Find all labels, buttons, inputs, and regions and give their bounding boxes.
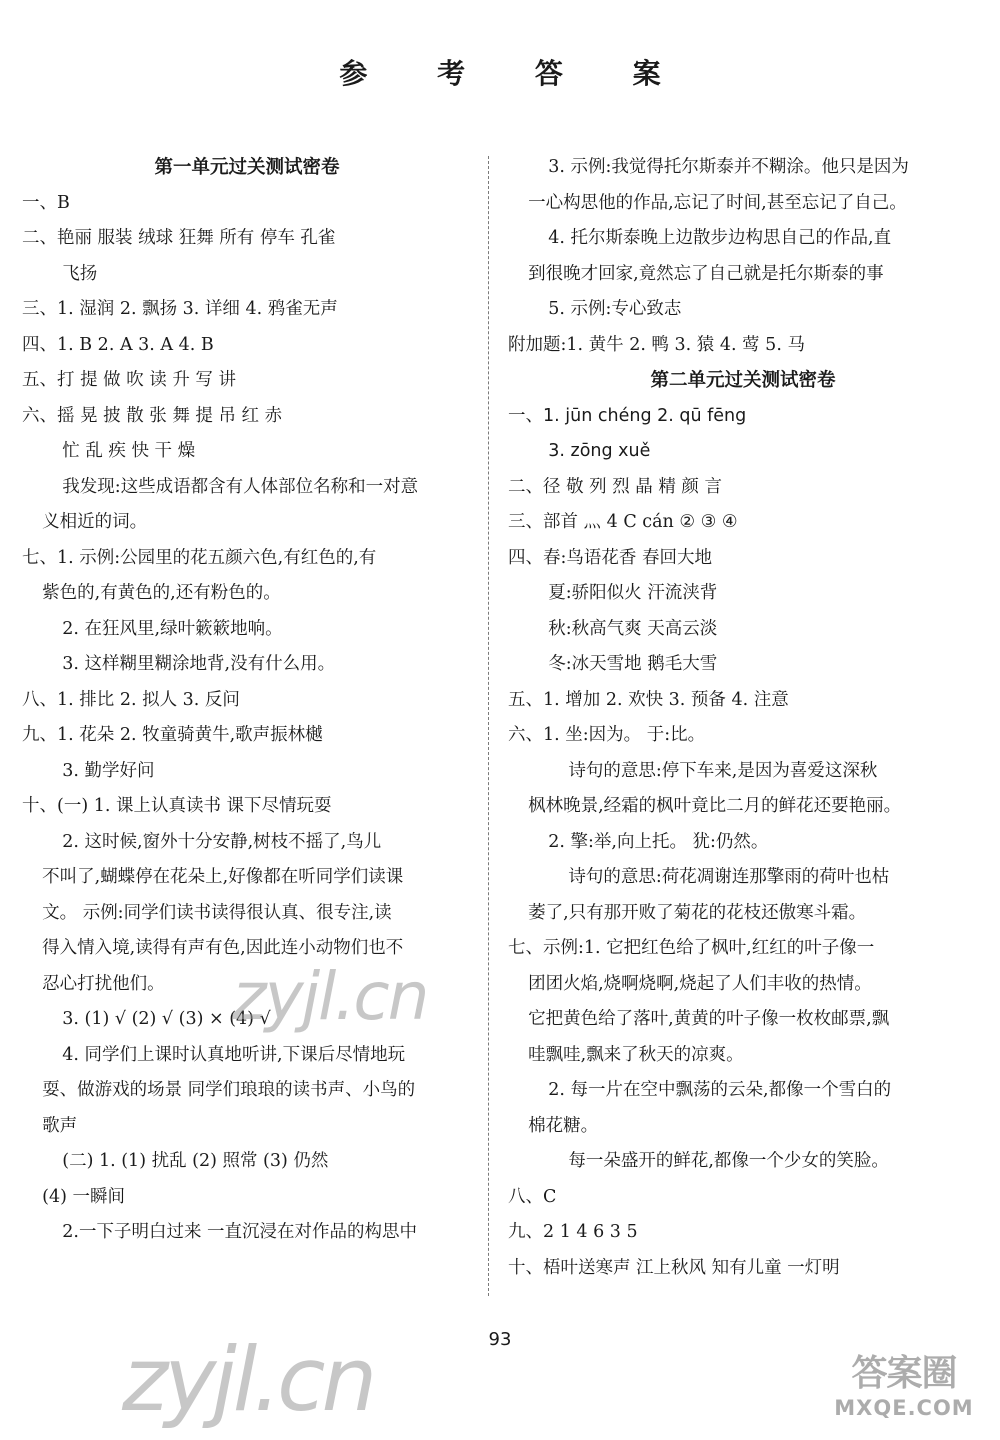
answer-line: 六、摇 晃 披 散 张 舞 提 吊 红 赤 bbox=[22, 405, 283, 426]
answer-line: 4. 托尔斯泰晚上边散步边构思自己的作品,直 bbox=[548, 228, 892, 248]
answer-line: 忙 乱 疾 快 干 燥 bbox=[62, 441, 196, 461]
page-title: 参 考 答 案 bbox=[339, 57, 691, 90]
section-heading: 第二单元过关测试密卷 bbox=[650, 370, 836, 391]
answer-line: 一、1. jūn chéng 2. qū fēng bbox=[508, 405, 747, 426]
left-answer-column bbox=[22, 150, 472, 1251]
answer-line: 团团火焰,烧啊烧啊,烧起了人们丰收的热情。 bbox=[528, 973, 872, 994]
answer-line: 2. 擎:举,向上托。 犹:仍然。 bbox=[548, 831, 769, 852]
answer-line: 2. 这时候,窗外十分安静,树枝不摇了,鸟儿 bbox=[62, 831, 382, 852]
answer-line: 耍、做游戏的场景 同学们琅琅的读书声、小鸟的 bbox=[42, 1080, 416, 1100]
answer-line: 紫色的,有黄色的,还有粉色的。 bbox=[42, 583, 281, 603]
answer-line: (4) 一瞬间 bbox=[42, 1186, 125, 1207]
answer-line: 五、1. 增加 2. 欢快 3. 预备 4. 注意 bbox=[508, 689, 789, 710]
answer-line: 3. (1) √ (2) √ (3) × (4) √ bbox=[62, 1009, 271, 1029]
answer-line: 它把黄色给了落叶,黄黄的叶子像一枚枚邮票,飘 bbox=[528, 1009, 890, 1029]
page-number: 93 bbox=[488, 1329, 512, 1350]
answer-line: 五、打 提 做 吹 读 升 写 讲 bbox=[22, 370, 236, 390]
answer-line: 2. 在狂风里,绿叶簌簌地响。 bbox=[62, 618, 283, 639]
answer-line: 二、径 敬 列 烈 晶 精 颜 言 bbox=[508, 476, 722, 497]
answer-line: 棉花糖。 bbox=[528, 1115, 599, 1136]
answer-line: 八、1. 排比 2. 拟人 3. 反问 bbox=[22, 689, 240, 710]
answer-line: 一、B bbox=[22, 192, 70, 213]
answer-line: 六、1. 坐:因为。 于:比。 bbox=[508, 725, 706, 745]
answer-line: 十、(一) 1. 课上认真读书 课下尽情玩耍 bbox=[22, 796, 332, 816]
watermark-bottom: zyjl.cn bbox=[122, 1328, 374, 1431]
answer-line: 文。 示例:同学们读书读得很认真、很专注,读 bbox=[42, 902, 392, 923]
answer-line: 诗句的意思:荷花凋谢连那擎雨的荷叶也枯 bbox=[568, 867, 890, 887]
answer-line: 十、梧叶送寒声 江上秋风 知有儿童 一灯明 bbox=[508, 1257, 840, 1278]
answer-line: 萎了,只有那开败了菊花的花枝还傲寒斗霜。 bbox=[528, 902, 867, 923]
answer-line: 得入情入境,读得有声有色,因此连小动物们也不 bbox=[42, 938, 404, 958]
answer-line: 七、1. 示例:公园里的花五颜六色,有红色的,有 bbox=[22, 547, 377, 568]
answer-line: 每一朵盛开的鲜花,都像一个少女的笑脸。 bbox=[568, 1151, 889, 1171]
answer-line: 2.一下子明白过来 一直沉浸在对作品的构思中 bbox=[62, 1222, 418, 1242]
answer-line: 四、1. B 2. A 3. A 4. B bbox=[22, 334, 214, 355]
answer-line: 八、C bbox=[508, 1186, 557, 1207]
answer-line: 2. 每一片在空中飘荡的云朵,都像一个雪白的 bbox=[548, 1080, 892, 1100]
answer-line: 5. 示例:专心致志 bbox=[548, 299, 682, 319]
answer-line: 九、1. 花朵 2. 牧童骑黄牛,歌声振林樾 bbox=[22, 725, 323, 745]
answer-line: 义相近的词。 bbox=[42, 512, 148, 532]
answer-line: 歌声 bbox=[42, 1115, 78, 1136]
answer-line: 哇飘哇,飘来了秋天的凉爽。 bbox=[528, 1044, 744, 1065]
answer-line: 诗句的意思:停下车来,是因为喜爱这深秋 bbox=[568, 760, 878, 781]
answer-line: 四、春:鸟语花香 春回大地 bbox=[508, 547, 712, 568]
answer-line: 秋:秋高气爽 天高云淡 bbox=[548, 618, 718, 639]
answer-line: 忍心打扰他们。 bbox=[42, 973, 165, 994]
answer-line: (二) 1. (1) 扰乱 (2) 照常 (3) 仍然 bbox=[62, 1151, 329, 1171]
answer-line: 飞扬 bbox=[62, 263, 98, 284]
answer-line: 冬:冰天雪地 鹅毛大雪 bbox=[548, 654, 718, 674]
answer-line: 三、部首 灬 4 C cán ② ③ ④ bbox=[508, 512, 738, 532]
answer-line: 3. 勤学好问 bbox=[62, 760, 155, 781]
answer-line: 3. 示例:我觉得托尔斯泰并不糊涂。他只是因为 bbox=[548, 157, 909, 177]
answer-line: 我发现:这些成语都含有人体部位名称和一对意 bbox=[62, 476, 419, 497]
answer-line: 到很晚才回家,竟然忘了自己就是托尔斯泰的事 bbox=[528, 263, 884, 284]
column-divider bbox=[488, 156, 489, 1296]
answer-line: 二、艳丽 服装 绒球 狂舞 所有 停车 孔雀 bbox=[22, 228, 336, 248]
answer-line: 九、2 1 4 6 3 5 bbox=[508, 1222, 638, 1242]
answer-line: 不叫了,蝴蝶停在花朵上,好像都在听同学们读课 bbox=[42, 867, 404, 887]
section-heading: 第一单元过关测试密卷 bbox=[154, 157, 340, 178]
logo-text: 答案圈 bbox=[851, 1353, 957, 1394]
logo-domain: MXQE.COM bbox=[834, 1396, 974, 1420]
answer-line: 3. zōng xuě bbox=[548, 441, 651, 461]
answer-line: 附加题:1. 黄牛 2. 鸭 3. 猿 4. 莺 5. 马 bbox=[508, 334, 805, 355]
right-answer-column bbox=[508, 150, 978, 1286]
answer-line: 4. 同学们上课时认真地听讲,下课后尽情地玩 bbox=[62, 1044, 406, 1065]
watermark-mid: zyjl.cn bbox=[232, 958, 428, 1035]
answer-line: 一心构思他的作品,忘记了时间,甚至忘记了自己。 bbox=[528, 192, 907, 213]
answer-line: 七、示例:1. 它把红色给了枫叶,红红的叶子像一 bbox=[508, 938, 875, 958]
answer-line: 枫林晚景,经霜的枫叶竟比二月的鲜花还要艳丽。 bbox=[528, 796, 902, 816]
answer-line: 夏:骄阳似火 汗流浃背 bbox=[548, 583, 718, 603]
answer-line: 三、1. 湿润 2. 飘扬 3. 详细 4. 鸦雀无声 bbox=[22, 299, 338, 319]
site-logo bbox=[820, 1345, 988, 1430]
answer-line: 3. 这样糊里糊涂地背,没有什么用。 bbox=[62, 654, 336, 674]
